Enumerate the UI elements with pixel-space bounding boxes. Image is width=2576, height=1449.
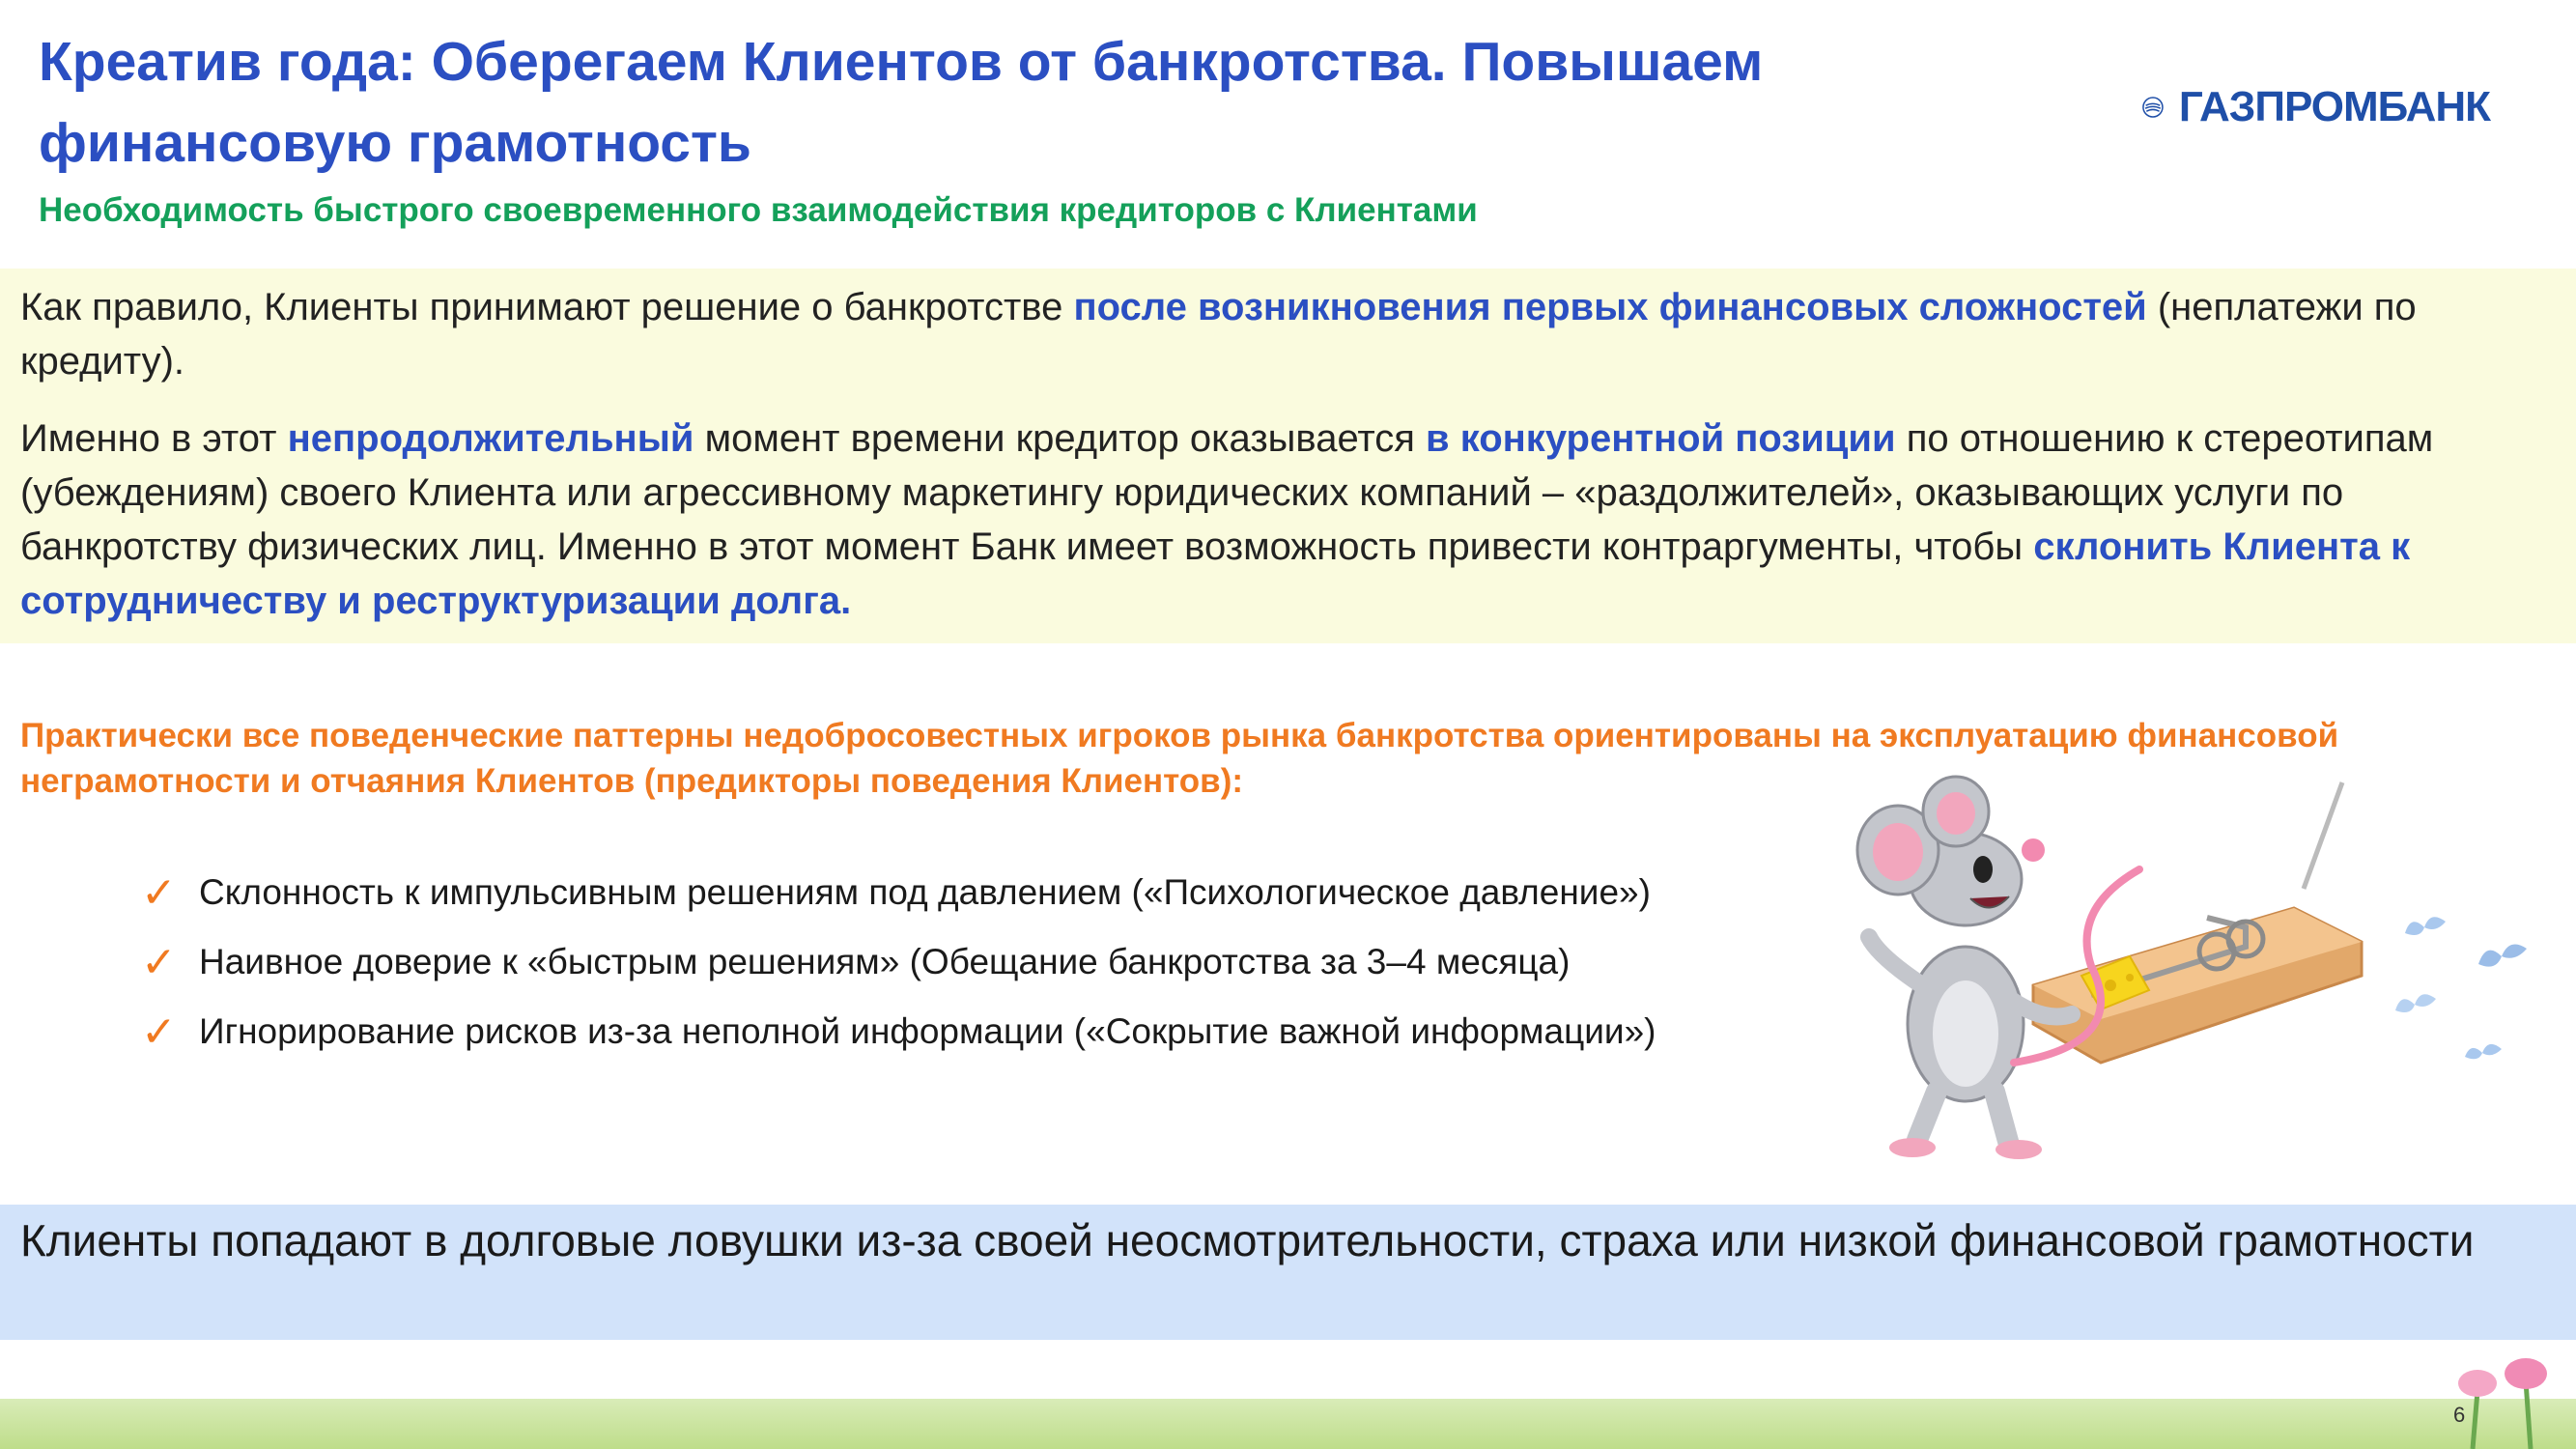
patterns-heading: Практически все поведенческие паттерны недобросовестных игроков рынка банкротства ориентированы на эксплуатацию финансовой неграмотности и отчаяния Клиентов (предикторы поведения Клиентов): bbox=[20, 717, 2339, 800]
slide-title: Креатив года: Оберегаем Клиентов от банкротства. Повышаем финансовую грамотность bbox=[39, 31, 1764, 174]
intro-text: момент времени кредитор оказывается bbox=[694, 417, 1427, 460]
gazprombank-logo bbox=[2142, 66, 2490, 149]
page-number: 6 bbox=[2453, 1403, 2466, 1427]
conclusion-text: Клиенты попадают в долговые ловушки из-за своей неосмотрительности, страха или низкой финансовой грамотности bbox=[20, 1215, 2475, 1265]
intro-highlight: в конкурентной позиции bbox=[1426, 417, 1896, 460]
check-icon: ✓ bbox=[141, 938, 177, 986]
list-item bbox=[141, 927, 1656, 997]
intro-text: Как правило, Клиенты принимают решение о банкротстве bbox=[20, 286, 1074, 328]
intro-paragraph-1 bbox=[20, 280, 2532, 388]
list-item bbox=[141, 997, 1656, 1066]
predictor-list bbox=[141, 858, 1656, 1066]
logo-text: ГАЗПРОМБАНК bbox=[2178, 83, 2490, 130]
slide-subtitle: Необходимость быстрого своевременного взаимодействия кредиторов с Клиентами bbox=[39, 191, 1478, 229]
flowers-decoration bbox=[2434, 1333, 2576, 1449]
mouse-trap-illustration bbox=[1840, 773, 2371, 1159]
check-icon: ✓ bbox=[141, 1008, 177, 1056]
intro-text: Именно в этот bbox=[20, 417, 288, 460]
gazprombank-logo-icon bbox=[2142, 72, 2164, 142]
intro-paragraph-2 bbox=[20, 412, 2532, 628]
intro-highlight: после возникновения первых финансовых сложностей bbox=[1073, 286, 2147, 328]
grass-footer bbox=[0, 1399, 2576, 1449]
list-item-text: Игнорирование рисков из-за неполной информации («Сокрытие важной информации») bbox=[199, 1011, 1656, 1051]
intro-highlight: непродолжительный bbox=[287, 417, 694, 460]
intro-text: по отношению к стереотипам (убеждениям) своего Клиента или агрессивному маркетингу юридических компаний – «раздолжителей», оказывающих услуги по банкротству физических лиц. Именно в этот момент Банк имеет возможность привести контраргументы, чтобы bbox=[20, 417, 2434, 568]
list-item bbox=[141, 858, 1656, 927]
intro-highlight: склонить Клиента к сотрудничеству и реструктуризации долга. bbox=[20, 526, 2411, 622]
list-item-text: Наивное доверие к «быстрым решениям» (Обещание банкротства за 3–4 месяца) bbox=[199, 942, 1571, 981]
list-item-text: Склонность к импульсивным решениям под давлением («Психологическое давление») bbox=[199, 872, 1651, 912]
intro-text: (неплатежи по кредиту). bbox=[20, 286, 2417, 383]
butterflies-decoration bbox=[2395, 908, 2569, 1101]
check-icon: ✓ bbox=[141, 868, 177, 917]
